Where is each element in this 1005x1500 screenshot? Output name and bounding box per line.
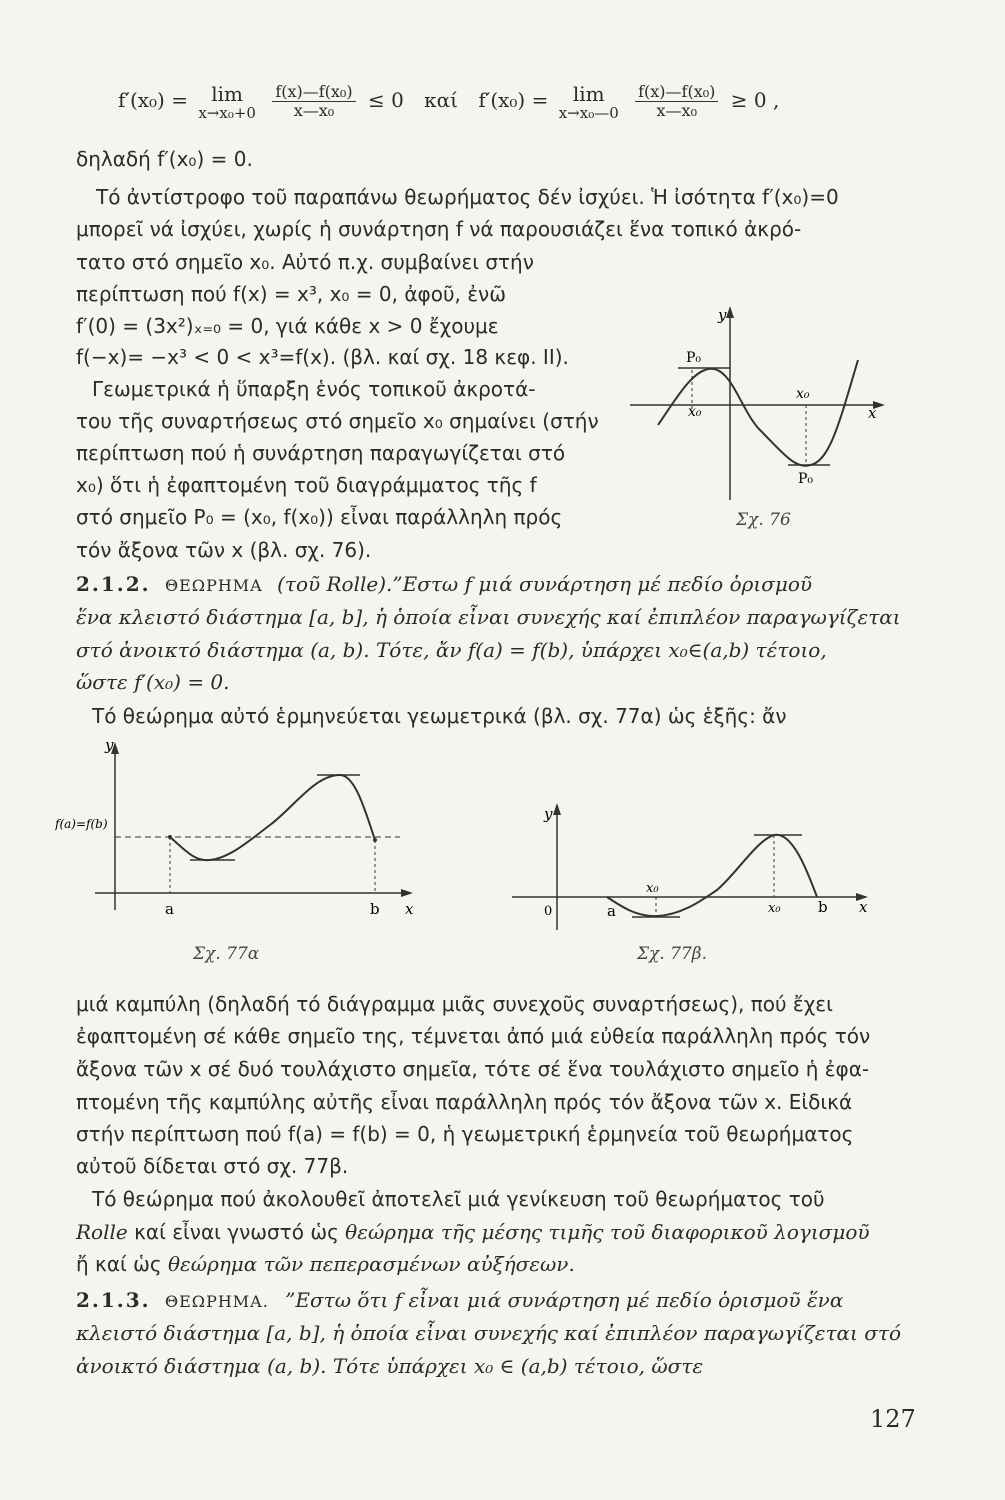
fig77b-x0-axis: x₀: [768, 901, 781, 916]
theorem-line: ἕνα κλειστό διάστημα [a, b], ἡ ὁποία εἶναι συνεχής καί ἐπιπλέον παραγωγίζεται: [76, 605, 901, 629]
eq-rel-1: ≤ 0: [367, 88, 404, 112]
text-line: Τό θεώρημα αὐτό ἑρμηνεύεται γεωμετρικά (βλ. σχ. 77α) ὡς ἑξῆς: ἄν: [92, 704, 787, 728]
fig77a-x-arrow: [401, 889, 413, 897]
fig77a-x-label: x: [405, 900, 414, 918]
text-line: Τό ἀντίστροφο τοῦ παραπάνω θεωρήματος δέν ἰσχύει. Ἡ ἰσότητα f′(x₀)=0: [96, 185, 839, 209]
text-line: του τῆς συναρτήσεως στό σημεῖο x₀ σημαίνει (στήν: [76, 409, 599, 433]
theorem-rolle-line: [76, 571, 812, 599]
eq-conj: καί: [424, 88, 459, 112]
text-line: τατο στό σημεῖο x₀. Αὐτό π.χ. συμβαίνει στήν: [76, 250, 534, 274]
text-line: δηλαδή f′(x₀) = 0.: [76, 147, 253, 171]
fig76-y-arrow: [726, 306, 734, 318]
text-line-mixed: [76, 1251, 575, 1277]
fig77a-a-label: a: [165, 900, 174, 918]
fig76-x0-right: x₀: [796, 386, 810, 402]
fig77b-x-label: x: [859, 898, 868, 916]
text-line: τόν ἄξονα τῶν x (βλ. σχ. 76).: [76, 538, 372, 562]
text-line: μιά καμπύλη (δηλαδή τό διάγραμμα μιᾶς συνεχοῦς συναρτήσεως), πού ἔχει: [76, 992, 833, 1016]
theorem-text: (τοῦ Rolle).”Εστω f μιά συνάρτηση μέ πεδίο ὁρισμοῦ: [277, 572, 813, 596]
fig77a-caption: Σχ. 77α: [193, 944, 260, 964]
equation-limits: [118, 80, 779, 121]
theorem-line: κλειστό διάστημα [a, b], ἡ ὁποία εἶναι συνεχής καί ἐπιπλέον παραγωγίζεται στό: [76, 1321, 901, 1345]
text-line: Τό θεώρημα πού ἀκολουθεῖ ἀποτελεῖ μιά γενίκευση τοῦ θεωρήματος τοῦ: [92, 1187, 825, 1211]
fig76-p0-top: P₀: [686, 350, 702, 366]
eq-rel-2: ≥ 0 ,: [730, 88, 780, 112]
eq-frac-1: $\frac{\text{f(x)—f(x₀)}}{\text{x—x₀}}$: [272, 83, 355, 120]
theorem-number: 2.1.3.: [76, 1288, 151, 1312]
figure-77b: [512, 795, 887, 935]
text-line: ἄξονα τῶν x σέ δυό τουλάχιστο σημεῖα, τότε σέ ἕνα τουλάχιστο σημεῖο ἡ ἐφα-: [76, 1057, 870, 1081]
theorem-number: 2.1.2.: [76, 572, 151, 596]
text-line: f(−x)= −x³ < 0 < x³=f(x). (βλ. καί σχ. 18 κεφ. II).: [76, 345, 569, 369]
fig77a-b-label: b: [370, 900, 380, 918]
theorem-heading: ΘΕΩΡΗΜΑ: [165, 576, 263, 595]
text-line: πτομένη τῆς καμπύλης αὐτῆς εἶναι παράλληλη πρός τόν ἄξονα τῶν x. Εἰδικά: [76, 1090, 853, 1114]
text-line: μπορεῖ νά ἰσχύει, χωρίς ἡ συνάρτηση f νά παρουσιάζει ἕνα τοπικό ἀκρό-: [76, 217, 802, 241]
fig77b-b-label: b: [818, 898, 828, 916]
text-line: στήν περίπτωση πού f(a) = f(b) = 0, ἡ γεωμετρική ἑρμηνεία τοῦ θεωρήματος: [76, 1122, 854, 1146]
fig77b-origin-label: 0: [544, 904, 553, 919]
text-line: αὐτοῦ δίδεται στό σχ. 77β.: [76, 1154, 349, 1178]
theorem-name-italic: θεώρημα τῶν πεπερασμένων αὐξήσεων.: [167, 1252, 575, 1276]
fig77b-caption: Σχ. 77β.: [637, 944, 707, 964]
fig77a-y-label: y: [105, 736, 114, 754]
fig77a-curve: [170, 775, 375, 860]
eq-lim-2: lim x→x₀—0: [558, 81, 619, 122]
theorem-text: ”Εστω ὅτι f εἶναι μιά συνάρτηση μέ πεδίο ὁρισμοῦ ἕνα: [285, 1288, 844, 1312]
fig77a-fa-label: f(a)=f(b): [55, 817, 108, 831]
theorem-line: ἀνοικτό διάστημα (a, b). Τότε ὑπάρχει x₀ ∈ (a,b) τέτοιο, ὥστε: [76, 1354, 704, 1378]
rolle-name: Rolle: [76, 1220, 128, 1244]
fig77a-point-b: [373, 838, 377, 842]
text-line-mixed: [76, 1219, 870, 1245]
theorem-line: ὥστε f′(x₀) = 0.: [76, 670, 230, 694]
eq-lhs-1: f′(x₀) =: [118, 88, 188, 112]
text-line: Γεωμετρικά ἡ ὕπαρξη ἑνός τοπικοῦ ἀκροτά-: [92, 377, 536, 401]
text-span: ἤ καί ὡς: [76, 1252, 162, 1276]
eq-lim-1: lim x→x₀+0: [198, 81, 256, 122]
text-span: καί εἶναι γνωστό ὡς: [134, 1220, 339, 1244]
page-number: 127: [870, 1405, 916, 1433]
theorem-mvt-line: [76, 1287, 843, 1315]
figure-77a: [55, 730, 440, 930]
fig77b-curve: [607, 835, 817, 916]
eq-lhs-2: f′(x₀) =: [478, 88, 549, 112]
theorem-name-italic: θεώρημα τῆς μέσης τιμῆς τοῦ διαφορικοῦ λογισμοῦ: [345, 1220, 870, 1244]
fig77b-x0-low: x₀: [646, 881, 659, 896]
fig76-p0-bottom: P₀: [798, 471, 814, 487]
fig76-y-label: y: [718, 306, 727, 324]
theorem-line: στό ἀνοικτό διάστημα (a, b). Τότε, ἄν f(a) = f(b), ὑπάρχει x₀∈(a,b) τέτοιο,: [76, 638, 827, 662]
text-line: περίπτωση πού f(x) = x³, x₀ = 0, ἀφοῦ, ἐνῶ: [76, 282, 506, 306]
text-line: στό σημεῖο P₀ = (x₀, f(x₀)) εἶναι παράλληλη πρός: [76, 505, 563, 529]
text-line: περίπτωση πού ἡ συνάρτηση παραγωγίζεται στό: [76, 441, 566, 465]
fig77b-y-label: y: [544, 805, 553, 823]
theorem-heading: ΘΕΩΡΗΜΑ.: [165, 1292, 269, 1311]
fig76-x-label: x: [868, 404, 877, 422]
fig76-caption: Σχ. 76: [736, 510, 791, 530]
text-line: ἐφαπτομένη σέ κάθε σημεῖο της, τέμνεται ἀπό μιά εὐθεία παράλληλη πρός τόν: [76, 1024, 871, 1048]
fig77b-a-label: a: [607, 902, 616, 920]
fig76-x0-left: x₀: [688, 404, 702, 420]
fig77b-y-arrow: [553, 803, 561, 815]
text-line: f′(0) = (3x²)ₓ₌₀ = 0, γιά κάθε x > 0 ἔχουμε: [76, 314, 499, 338]
fig77a-point-a: [168, 835, 172, 839]
eq-frac-2: $\frac{\text{f(x)—f(x₀)}}{\text{x—x₀}}$: [635, 83, 718, 120]
figure-76: [630, 290, 900, 535]
text-line: x₀) ὅτι ἡ ἐφαπτομένη τοῦ διαγράμματος τῆς f: [76, 473, 537, 497]
